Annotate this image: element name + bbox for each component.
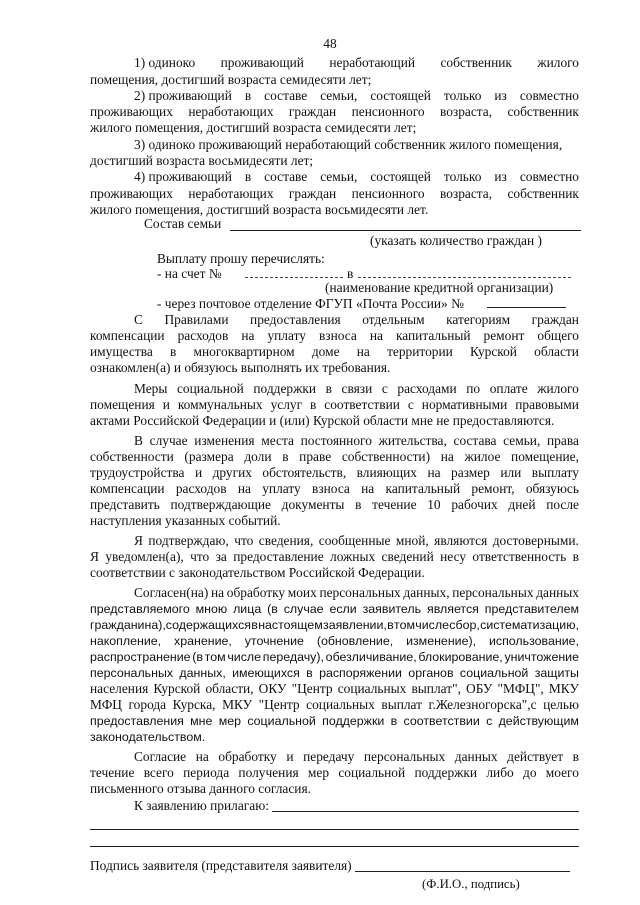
list-item-2-line-1 (134, 88, 579, 104)
word: персональных (452, 585, 534, 600)
word: лица (233, 602, 262, 616)
bank-in-label: в (347, 266, 354, 281)
word: уплату (267, 328, 306, 343)
word: если (329, 602, 357, 616)
word: документы (281, 497, 345, 512)
word: предоставление (233, 549, 324, 564)
list-item-4-line-3: жилого помещения, достигший возраста восьмидесяти лет. (90, 202, 429, 217)
word: социальной (176, 381, 244, 396)
rules-paragraph-line-4: ознакомлен(а) и обязуюсь выполнять их требования. (90, 360, 391, 375)
attachments-line-1[interactable] (272, 811, 579, 812)
word: имеющихся (232, 666, 300, 680)
word: области, (205, 681, 254, 696)
word: доли (244, 449, 272, 464)
word: собственник (440, 55, 512, 70)
signature-label: Подпись заявителя (представителя заявителя) (90, 858, 352, 873)
word: составе (264, 88, 308, 103)
word: действует (507, 749, 564, 764)
word: праве (299, 449, 332, 464)
consent-paragraph-line-5 (90, 649, 579, 665)
list-item-2-line-3: жилого помещения, достигший возраста семидесяти лет; (90, 120, 417, 135)
word: предоставления (250, 312, 341, 327)
list-item-1-line-2: помещения, достигший возраста семидесяти лет; (90, 72, 372, 87)
word: и (286, 749, 294, 764)
word: "Центр (291, 681, 333, 696)
word: защиты (534, 666, 579, 680)
support-paragraph-line-1 (134, 381, 579, 397)
word: проживающих (90, 186, 173, 201)
word: с (407, 397, 414, 412)
word: блокирование, (418, 650, 503, 664)
word: социальных (306, 697, 375, 712)
word: семьи, (320, 169, 358, 184)
word: населения (90, 681, 149, 696)
word: рабочих (451, 497, 498, 512)
word: 2) проживающий (134, 88, 232, 103)
word: настоящем (258, 618, 323, 632)
word: на (440, 449, 454, 464)
word: взноса (312, 481, 350, 496)
attachments-line-3[interactable] (90, 846, 579, 847)
word: права (547, 433, 579, 448)
change-paragraph-line-4 (90, 481, 579, 497)
word: моего (545, 765, 579, 780)
word: систематизацию, (480, 618, 579, 632)
word: граждан (288, 104, 337, 119)
word: в (390, 714, 398, 728)
word: В (134, 433, 143, 448)
word: заявлении, (323, 618, 387, 632)
word: имущества (90, 344, 153, 359)
word: выплат", (411, 681, 461, 696)
rules-paragraph-line-1 (134, 312, 579, 328)
word: Правилами (164, 312, 229, 327)
word: мной, (395, 533, 429, 548)
word: расходов (177, 328, 229, 343)
word: взноса (318, 328, 357, 343)
word: коммунальных (177, 397, 263, 412)
word: многоквартирном (193, 344, 295, 359)
word: компенсации (90, 328, 165, 343)
word: Согласен(на) (134, 585, 209, 600)
word: места (261, 433, 294, 448)
word: в (572, 749, 579, 764)
word: несу (440, 549, 467, 564)
change-paragraph-line-6: наступления указанных событий. (90, 513, 281, 528)
rules-paragraph-line-2 (90, 328, 579, 344)
word: из (494, 88, 507, 103)
word: неработающих (188, 186, 274, 201)
word: правовыми (515, 397, 579, 412)
word: выплат (381, 697, 422, 712)
word: либо (486, 765, 514, 780)
consent-paragraph-line-1 (134, 585, 579, 601)
word: поддержки (322, 714, 385, 728)
family-label: Состав семьи (144, 216, 222, 231)
word: Я (134, 533, 143, 548)
word: граждан (288, 186, 337, 201)
word: г.Железногорска",с (428, 697, 537, 712)
word: мною (195, 602, 228, 616)
word: только (443, 88, 482, 103)
word: получения (238, 765, 299, 780)
consent-term-line-3: письменного отзыва данного согласия. (90, 781, 311, 796)
word: семьи, (503, 433, 541, 448)
word: составе (264, 169, 308, 184)
word: подтверждающие (170, 497, 271, 512)
word: услуг (270, 397, 303, 412)
consent-paragraph-line-7 (90, 681, 579, 697)
word: соответствии (403, 714, 480, 728)
word: представить (90, 497, 160, 512)
word: только (443, 169, 482, 184)
change-paragraph-line-5 (90, 497, 579, 513)
word: данных, (179, 666, 226, 680)
word: Согласие (134, 749, 187, 764)
word: обязуюсь (525, 481, 579, 496)
word: на (241, 328, 255, 343)
post-office-line[interactable] (487, 307, 566, 308)
word: расходами (397, 381, 457, 396)
word: Курской (470, 344, 517, 359)
word: оплате (489, 381, 528, 396)
word: других (212, 465, 252, 480)
word: трудоустройства (90, 465, 185, 480)
word: капитальный (385, 481, 461, 496)
word: выплату (531, 465, 579, 480)
list-item-4-line-2 (90, 186, 579, 202)
word: (размера (184, 449, 234, 464)
word: достоверными. (492, 533, 579, 548)
word: предоставления (90, 714, 184, 728)
word: 1) одиноко (134, 55, 196, 70)
account-label: - на счет № (157, 266, 222, 281)
consent-paragraph-line-4 (90, 633, 579, 649)
word: периода (183, 765, 230, 780)
word: социальной (338, 765, 406, 780)
word: на (356, 344, 370, 359)
word: использование, (488, 634, 579, 648)
change-paragraph-line-2 (90, 449, 579, 465)
word: в (325, 381, 332, 396)
word: общего (537, 328, 579, 343)
post-office-label: - через почтовое отделение ФГУП «Почта России» № (157, 296, 464, 311)
word: обработку (226, 585, 286, 600)
word: состоящей (370, 88, 431, 103)
word: по (466, 381, 481, 396)
word: персональных (363, 749, 446, 764)
word: передачу), (262, 650, 324, 664)
list-item-3-line-2: достигший возраста восьмидесяти лет; (90, 153, 314, 168)
attachments-label: К заявлению прилагаю: (134, 798, 269, 813)
word: социальной (247, 714, 316, 728)
word: возраста, (439, 104, 493, 119)
consent-term-line-1 (134, 749, 579, 765)
word: в (306, 666, 313, 680)
word: (в (192, 650, 203, 664)
word: действующим (498, 714, 579, 728)
word: данных, (403, 585, 450, 600)
word: заявитель (362, 602, 422, 616)
consent-paragraph-line-6 (90, 665, 579, 681)
word: ОКУ (258, 681, 287, 696)
list-item-3-line-1: 3) одиноко проживающий неработающий собственник жилого помещения, (134, 137, 563, 152)
word: пенсионного (351, 104, 425, 119)
word: уничтожение (504, 650, 579, 664)
word: представляемого (90, 602, 190, 616)
word: накопление, (90, 634, 162, 648)
support-paragraph-line-3: актами Российской Федерации и (или) Курской области мне не предоставляются. (90, 413, 555, 428)
word: уточнение (244, 634, 304, 648)
word: ОБУ (466, 681, 493, 696)
word: уведомлен(а), (105, 549, 184, 564)
word: что (190, 549, 210, 564)
word: за (215, 549, 227, 564)
consent-paragraph-line-10: законодательством. (90, 730, 206, 744)
word: что (234, 533, 254, 548)
word: (обновление, (316, 634, 394, 648)
word: 4) проживающий (134, 169, 232, 184)
word: обработку (218, 749, 277, 764)
word: жилого (537, 381, 579, 396)
word: поддержки (414, 765, 478, 780)
bank-name-line[interactable] (358, 277, 571, 278)
word: с (486, 714, 493, 728)
word: подтверждаю, (148, 533, 229, 548)
word: "МФЦ", (497, 681, 544, 696)
word: являются (434, 533, 488, 548)
word: мер (307, 765, 330, 780)
list-item-4-line-1 (134, 169, 579, 185)
word: персональных (319, 585, 401, 600)
word: собственности) (341, 449, 431, 464)
word: влияющих (356, 465, 417, 480)
word: проживающий (220, 55, 304, 70)
bank-hint: (наименование кредитной организации) (325, 280, 554, 295)
word: числе (415, 618, 449, 632)
word: и (194, 465, 203, 480)
word: распространение (90, 650, 191, 664)
family-input-line[interactable] (230, 230, 581, 231)
word: собственности (90, 449, 174, 464)
word: МКУ (222, 697, 253, 712)
word: города (128, 697, 167, 712)
word: Я (90, 549, 99, 564)
word: изменение), (406, 634, 477, 648)
word: Курска, (172, 697, 216, 712)
word: после (546, 497, 579, 512)
word: компенсации (90, 481, 165, 496)
word: жилого (537, 55, 579, 70)
word: в (387, 618, 394, 632)
word: в (244, 88, 252, 103)
list-item-1-line-1 (134, 55, 579, 71)
word: собственник (507, 104, 579, 119)
word: социальной (459, 666, 529, 680)
word: Курской (153, 681, 201, 696)
word: Меры (134, 381, 168, 396)
word: на (195, 749, 209, 764)
word: в (310, 397, 317, 412)
word: из (494, 169, 507, 184)
word: помещение, (511, 449, 579, 464)
word: 10 (427, 497, 441, 512)
word: состоящей (370, 169, 431, 184)
word: размер (451, 465, 490, 480)
word: постоянного (300, 433, 372, 448)
payment-label: Выплату прошу перечислять: (157, 251, 325, 266)
word: проживающих (90, 104, 173, 119)
word: представителем (484, 602, 579, 616)
word: распоряжении (319, 666, 402, 680)
word: органов (408, 666, 454, 680)
word: в (244, 169, 252, 184)
word: изменения (194, 433, 255, 448)
confirm-paragraph-line-2 (90, 549, 579, 565)
word: (в (267, 602, 278, 616)
word: в (355, 497, 362, 512)
word: связи (341, 381, 373, 396)
change-paragraph-line-3 (90, 465, 579, 481)
word: до (523, 765, 537, 780)
word: обстоятельств, (262, 465, 347, 480)
consent-paragraph-line-8 (90, 697, 579, 713)
word: пенсионного (351, 186, 425, 201)
change-paragraph-line-1 (134, 433, 579, 449)
word: ремонт, (471, 481, 515, 496)
word: течение (90, 765, 135, 780)
word: С (134, 312, 143, 327)
confirm-paragraph-line-1 (134, 533, 579, 549)
word: персональных (90, 666, 174, 680)
page-number: 48 (323, 36, 337, 51)
word: том (204, 650, 226, 664)
word: жительства, (378, 433, 447, 448)
word: на (361, 481, 375, 496)
word: ответственность (472, 549, 567, 564)
word: уплату (262, 481, 301, 496)
word: МКУ (548, 681, 579, 696)
word: территории (387, 344, 453, 359)
word: данных (536, 585, 579, 600)
word: на (210, 585, 225, 600)
family-hint: (указать количество граждан ) (370, 233, 542, 248)
word: хранение, (174, 634, 232, 648)
word: "Центр (258, 697, 300, 712)
word: том (394, 618, 415, 632)
word: жилое (464, 449, 501, 464)
word: на (369, 328, 383, 343)
word: на (237, 481, 251, 496)
word: течение (372, 497, 417, 512)
word: случае (283, 602, 324, 616)
word: сообщенные (318, 533, 391, 548)
word: и (162, 397, 170, 412)
word: моих (287, 585, 317, 600)
word: данных (454, 749, 498, 764)
signature-line[interactable] (355, 871, 570, 872)
consent-term-line-2 (90, 765, 579, 781)
word: всего (143, 765, 174, 780)
word: граждан (531, 312, 579, 327)
word: сведения, (258, 533, 314, 548)
word: передачу (303, 749, 355, 764)
word: совместно (519, 88, 579, 103)
account-number-line[interactable] (245, 277, 343, 278)
word: состава (453, 433, 497, 448)
word: области (534, 344, 579, 359)
word: в (572, 549, 579, 564)
word: социальных (337, 681, 407, 696)
word: капитальный (395, 328, 471, 343)
word: неработающих (188, 104, 274, 119)
word: с (381, 381, 388, 396)
word: совместно (519, 169, 579, 184)
list-item-2-line-2 (90, 104, 579, 120)
word: мне (190, 714, 213, 728)
word: расходов (175, 481, 227, 496)
consent-paragraph-line-3 (90, 617, 579, 633)
word: числе (227, 650, 262, 664)
word: возраста, (439, 186, 493, 201)
word: поддержки (253, 381, 317, 396)
word: неработающий (329, 55, 416, 70)
word: нормативными (421, 397, 508, 412)
word: помещения (90, 397, 155, 412)
word: обезличивание, (325, 650, 417, 664)
word: МФЦ (90, 697, 122, 712)
word: мер (218, 714, 242, 728)
word: в (170, 344, 177, 359)
word: сбор, (449, 618, 480, 632)
word: на (427, 465, 441, 480)
word: дней (508, 497, 536, 512)
signature-hint: (Ф.И.О., подпись) (422, 877, 520, 891)
word: соответствии (324, 397, 400, 412)
rules-paragraph-line-3 (90, 344, 579, 360)
word: или (500, 465, 522, 480)
confirm-paragraph-line-3: соответствии с законодательством Российской Федерации. (90, 565, 425, 580)
word: случае (149, 433, 188, 448)
word: в (251, 618, 258, 632)
word: гражданина),содержащихся (90, 618, 251, 632)
consent-paragraph-line-9 (90, 713, 579, 729)
word: ложных (330, 549, 376, 564)
word: отдельным (362, 312, 425, 327)
word: категориям (446, 312, 511, 327)
word: сведений (381, 549, 434, 564)
word: является (427, 602, 479, 616)
word: ремонт (483, 328, 525, 343)
word: собственник (507, 186, 579, 201)
word: семьи, (320, 88, 358, 103)
word: целью (543, 697, 579, 712)
word: доме (311, 344, 340, 359)
attachments-line-2[interactable] (90, 829, 579, 830)
consent-paragraph-line-2 (90, 601, 579, 617)
support-paragraph-line-2 (90, 397, 579, 413)
word: в (282, 449, 289, 464)
